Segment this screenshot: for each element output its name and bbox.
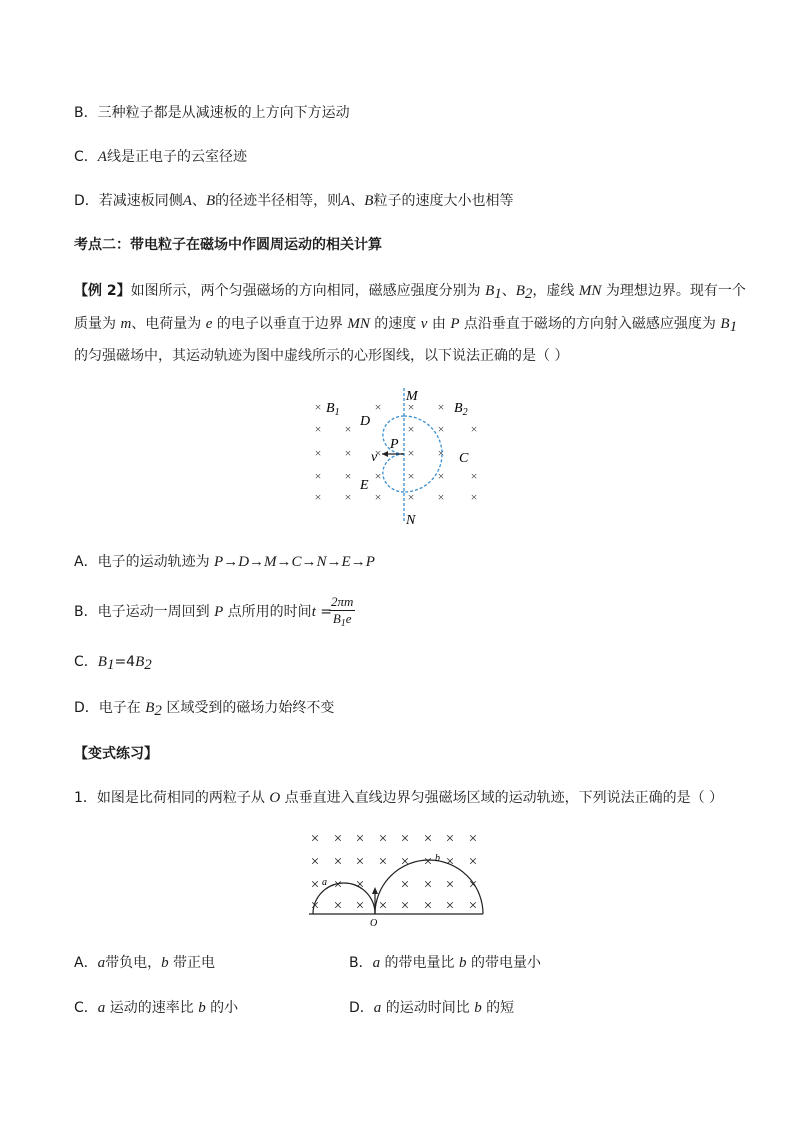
section-heading: 考点二：带电粒子在磁场中作圆周运动的相关计算 [74, 237, 382, 253]
ex2-option-d: D．电子在 $B_2$ 区域受到的磁场力始终不变 [74, 700, 335, 719]
field-cross: × [407, 490, 415, 504]
q1-option-b: B．a 的带电量比 b 的带电量小 [349, 955, 541, 971]
ex2-option-a: A．电子的运动轨迹为 P→D→M→C→N→E→P [74, 554, 375, 570]
field-cross: × [374, 490, 382, 504]
ex2-option-b: B．电子运动一周回到 P 点所用的时间t = [74, 604, 333, 620]
field-cross: × [437, 490, 445, 504]
field-cross: × [445, 877, 455, 893]
field-cross: × [470, 469, 478, 483]
label-a: a [322, 877, 327, 888]
heart-trajectory-figure [300, 382, 500, 530]
field-cross: × [310, 831, 320, 847]
label-v: v [371, 450, 378, 465]
practice-question-1: 1．如图是比荷相同的两粒子从 O 点垂直进入直线边界匀强磁场区域的运动轨迹，下列说法正确的是（ ） [74, 790, 724, 806]
field-cross: × [310, 854, 320, 870]
field-cross: × [333, 831, 343, 847]
field-cross: × [344, 469, 352, 483]
trajectory-left-lower [383, 454, 404, 492]
label-e: E [360, 478, 369, 493]
field-cross: × [437, 400, 445, 414]
q1-option-d: D．a 的运动时间比 b 的短 [349, 1000, 515, 1016]
field-cross: × [355, 898, 365, 914]
entry-arrowhead [372, 887, 378, 894]
field-cross: × [314, 490, 322, 504]
option-d-prev: D．若减速板同侧A、B的径迹半径相等，则A、B粒子的速度大小也相等 [74, 193, 514, 209]
field-cross: × [310, 877, 320, 893]
field-cross: × [445, 898, 455, 914]
q1-option-c: C．a 运动的速率比 b 的小 [74, 1000, 239, 1016]
label-b: b [435, 853, 440, 864]
field-cross: × [423, 831, 433, 847]
field-cross: × [310, 898, 320, 914]
label-c: C [459, 451, 469, 466]
field-cross: × [423, 877, 433, 893]
field-cross: × [400, 854, 410, 870]
field-cross: × [468, 877, 478, 893]
ex2-option-c: C．$B_1=4B_2$ [74, 654, 152, 673]
field-cross: × [445, 854, 455, 870]
field-cross: × [437, 469, 445, 483]
field-cross: × [400, 877, 410, 893]
velocity-arrowhead [382, 451, 388, 457]
two-particle-figure [305, 824, 487, 930]
label-o: O [370, 918, 378, 929]
field-cross: × [423, 898, 433, 914]
field-cross: × [407, 446, 415, 460]
label-n: N [406, 513, 416, 528]
field-cross: × [468, 898, 478, 914]
field-cross: × [423, 854, 433, 870]
field-cross: × [407, 422, 415, 436]
field-cross: × [344, 446, 352, 460]
field-cross: × [314, 469, 322, 483]
field-cross: × [400, 898, 410, 914]
field-cross: × [355, 831, 365, 847]
field-cross: × [344, 490, 352, 504]
option-c-prev: C．A线是正电子的云室径迹 [74, 149, 247, 165]
field-cross: × [407, 400, 415, 414]
field-cross: × [468, 831, 478, 847]
field-cross: × [333, 898, 343, 914]
field-cross: × [355, 854, 365, 870]
field-cross: × [400, 831, 410, 847]
field-cross: × [333, 854, 343, 870]
field-cross: × [378, 898, 388, 914]
label-b2: $B_2$ [454, 401, 468, 418]
field-cross: × [355, 877, 365, 893]
example2-line3: 的匀强磁场中，其运动轨迹为图中虚线所示的心形图线，以下说法正确的是（ ） [74, 348, 569, 364]
q1-option-a: A．a带负电，b 带正电 [74, 955, 216, 971]
field-cross: × [378, 831, 388, 847]
label-p: P [390, 437, 399, 452]
field-cross: × [344, 422, 352, 436]
field-cross: × [470, 422, 478, 436]
practice-heading: 【变式练习】 [74, 746, 158, 762]
field-cross: × [437, 446, 445, 460]
field-cross: × [437, 422, 445, 436]
time-formula-fraction: $\frac{2\pi m}{B_1e}$ [331, 594, 354, 629]
example2-line1: 【例 2】如图所示，两个匀强磁场的方向相同，磁感应强度分别为 $B_1$、$B_2$，虚线 MN 为理想边界。现有一个 [74, 283, 746, 302]
example2-line2: 质量为 m、电荷量为 e 的电子以垂直于边界 MN 的速度 v 由 P 点沿垂直于磁场的方向射入磁感应强度为 $B_1$ [74, 316, 738, 335]
field-cross: × [374, 469, 382, 483]
field-cross: × [445, 831, 455, 847]
field-cross: × [468, 854, 478, 870]
field-cross: × [407, 469, 415, 483]
field-cross: × [314, 422, 322, 436]
field-cross: × [374, 446, 382, 460]
label-d: D [360, 414, 371, 429]
field-cross: × [314, 400, 322, 414]
field-cross: × [470, 490, 478, 504]
label-m: M [406, 389, 418, 404]
field-cross: × [378, 854, 388, 870]
label-b1: $B_1$ [326, 401, 340, 418]
field-cross: × [333, 877, 343, 893]
option-b-prev: B．三种粒子都是从减速板的上方向下方运动 [74, 105, 350, 121]
field-cross: × [314, 446, 322, 460]
field-cross: × [374, 400, 382, 414]
